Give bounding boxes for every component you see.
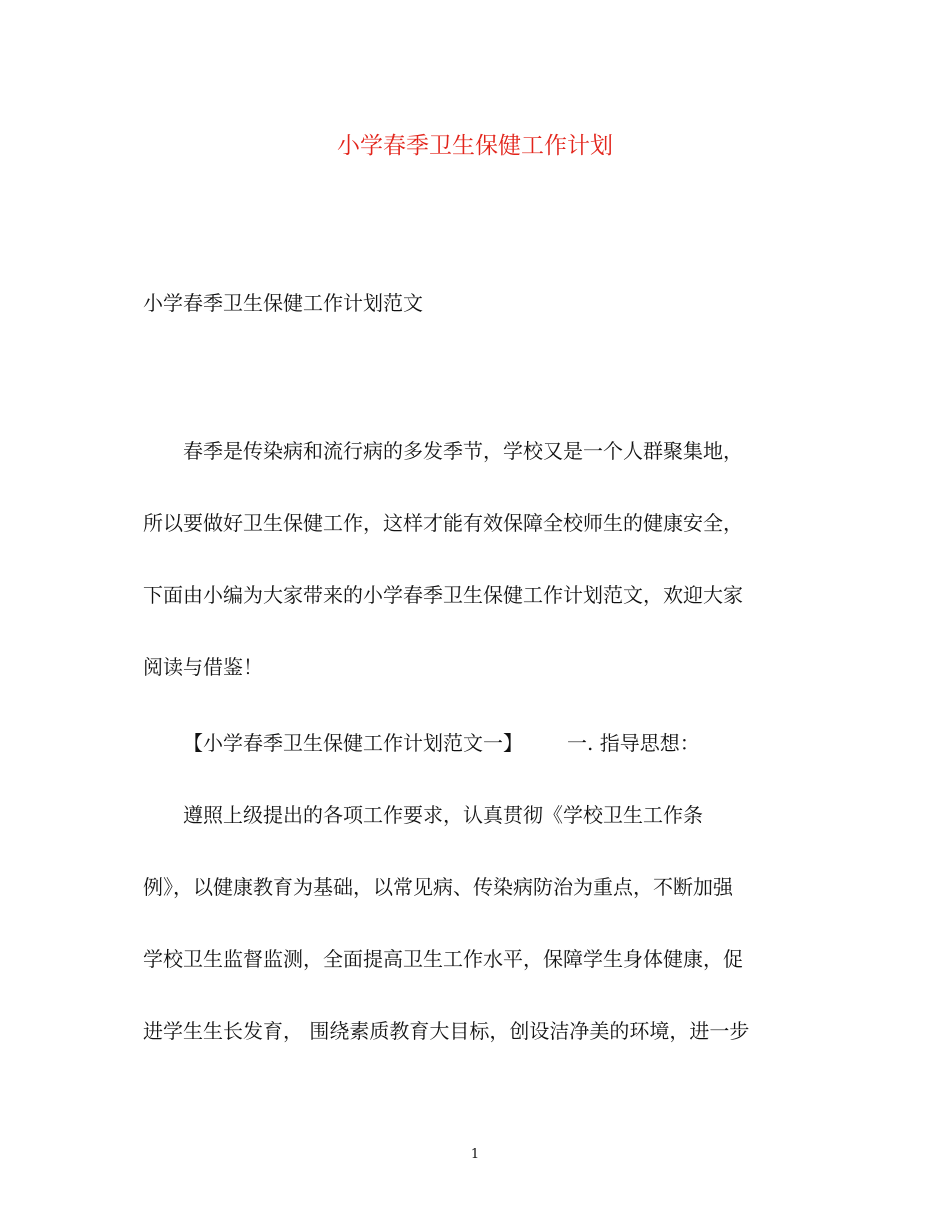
paragraph-line: 遵照上级提出的各项工作要求，认真贯彻《学校卫生工作条	[183, 803, 703, 827]
document-subtitle: 小学春季卫生保健工作计划范文	[143, 291, 423, 315]
document-title: 小学春季卫生保健工作计划	[337, 133, 613, 159]
paragraph-line: 阅读与借鉴！	[143, 655, 263, 679]
paragraph-line: 学校卫生监督监测，全面提高卫生工作水平，保障学生身体健康，促	[143, 947, 743, 971]
paragraph-line: 所以要做好卫生保健工作，这样才能有效保障全校师生的健康安全，	[143, 511, 743, 535]
section-heading-line	[183, 728, 700, 758]
paragraph-line: 下面由小编为大家带来的小学春季卫生保健工作计划范文，欢迎大家	[143, 583, 743, 607]
section-heading: 【小学春季卫生保健工作计划范文一】	[183, 731, 523, 755]
page-number: 1	[470, 1147, 480, 1162]
paragraph-line: 春季是传染病和流行病的多发季节，学校又是一个人群聚集地，	[183, 439, 743, 463]
section-point: 一. 指导思想：	[567, 731, 700, 755]
paragraph-line: 例》，以健康教育为基础，以常见病、传染病防治为重点，不断加强	[143, 875, 733, 899]
paragraph-line: 进学生生长发育， 围绕素质教育大目标，创设洁净美的环境，进一步	[143, 1019, 750, 1043]
